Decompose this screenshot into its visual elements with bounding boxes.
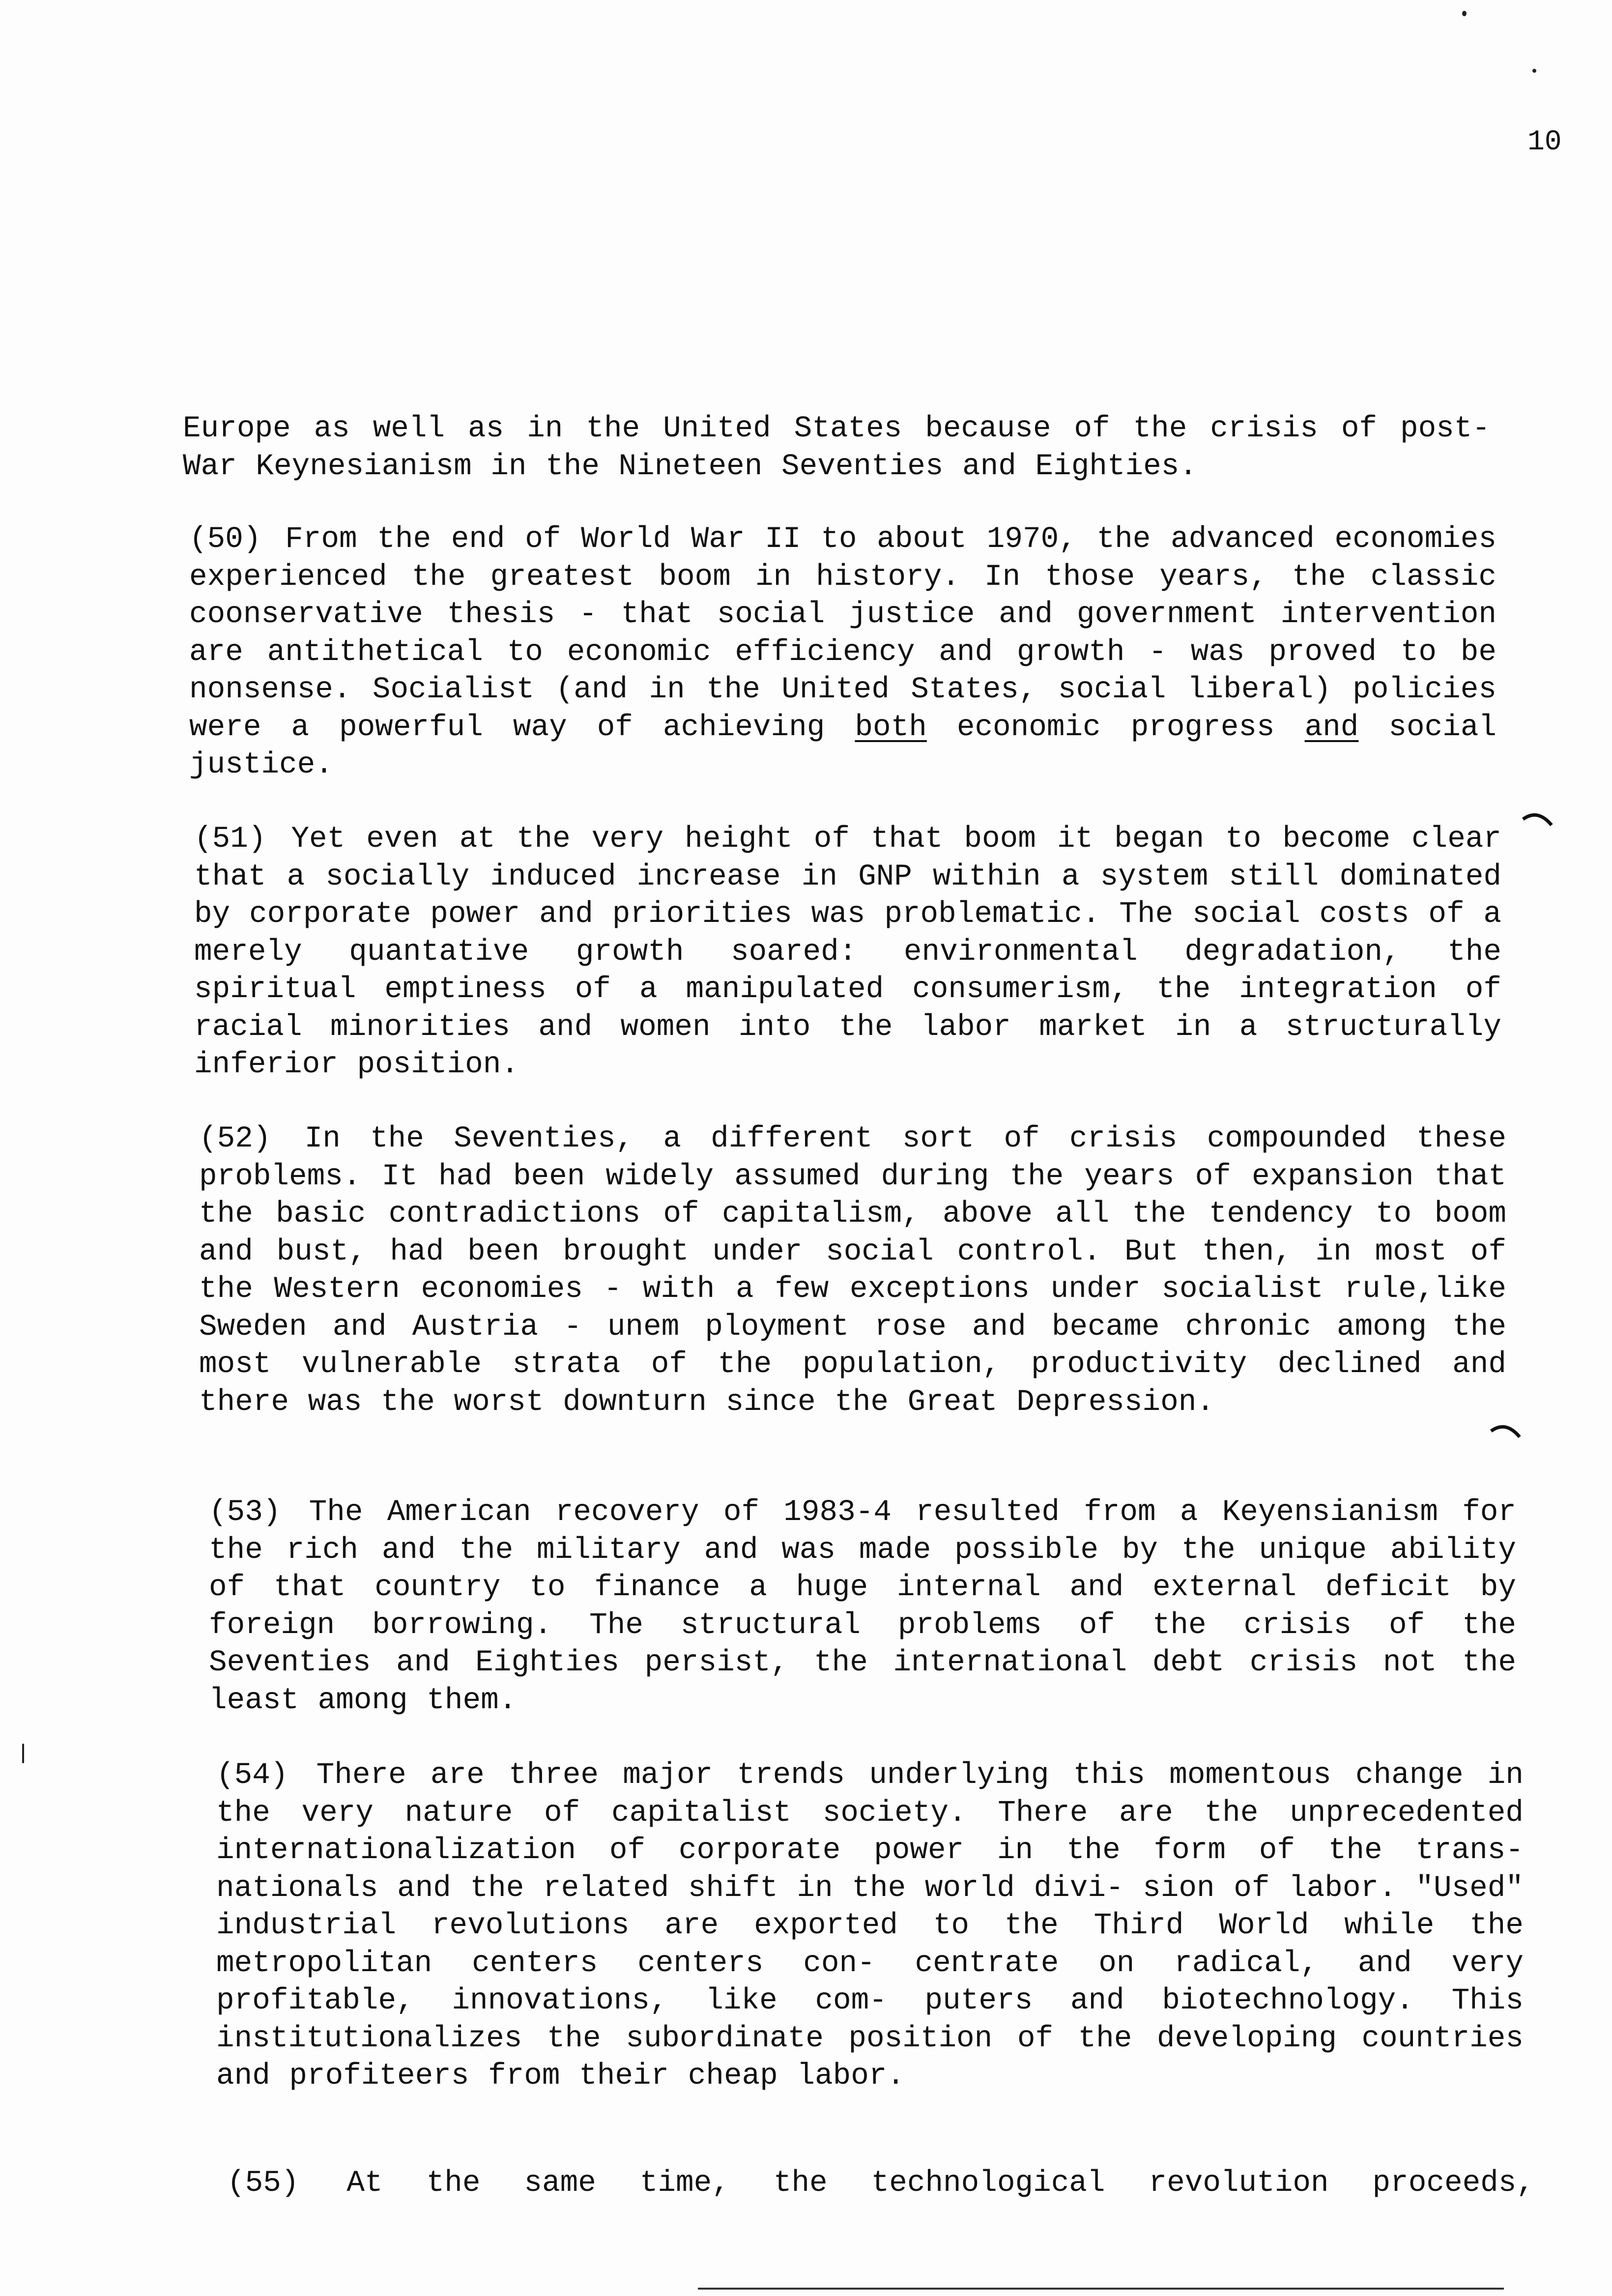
paragraph-52 xyxy=(199,1120,1506,1421)
paragraph-51 xyxy=(194,821,1501,1084)
underlined-word: and xyxy=(1304,710,1359,745)
paragraph-number: (53) xyxy=(209,1495,281,1529)
paragraph-text: social justice. xyxy=(189,710,1497,782)
margin-mark-icon xyxy=(1489,1420,1524,1440)
paragraph-text: The American recovery of 1983-4 resulted from a Keyensianism for the rich and the military and was made possible by the unique ability of that country to finance a huge internal and external deficit by foreign borrowing. The structural problems of the crisis of the Seventies and Eighties persist, the international debt crisis not the least among them. xyxy=(209,1495,1517,1718)
underlined-word: both xyxy=(855,710,927,745)
scan-speck xyxy=(22,1744,24,1763)
paragraph-number: (54) xyxy=(216,1758,288,1792)
page-number: 10 xyxy=(1527,126,1562,158)
scan-speck xyxy=(1462,11,1467,16)
paragraph-text: Yet even at the very height of that boom it began to become clear that a socially induced increase in GNP within a system still dominated by corporate power and priorities was problematic. The social costs of a merely quantative growth soared: environmental degradation, the spiritual emptiness of a manipulated consumerism, the integration of racial minorities and women into the labor market in a structurally inferior position. xyxy=(194,822,1502,1082)
paragraph-text: There are three major trends underlying this momentous change in the very nature of capitalist society. There are the unprecedented internationalization of corporate power in the form of the trans-nationals and the related shift in the world divi- sion of labor. "Used" industrial revolutions are exported to the Third World while the metropolitan centers centers con- centrate on radical, and very profitable, innovations, like com- puters and biotechnology. This institutionalizes the subordinate position of the developing countries and profiteers from their cheap labor. xyxy=(216,1758,1524,2093)
paragraph-intro xyxy=(183,410,1490,486)
paragraph-text: From the end of World War II to about 1970, the advanced economies experienced the greatest boom in history. In those years, the classic coonservative thesis - that social justice and government intervention are antithetical to economic efficiency and growth - was proved to be nonsense. Socialist (and in the United States, social liberal) policies were a powerful way of achieving xyxy=(189,522,1497,745)
page-bottom-rule xyxy=(698,2288,1504,2290)
paragraph-text: At the same time, the technological revolution proceeds, xyxy=(346,2166,1534,2200)
paragraph-number: (55) xyxy=(227,2166,299,2200)
paragraph-55 xyxy=(227,2165,1534,2203)
paragraph-number: (50) xyxy=(189,522,261,556)
paragraph-text: Europe as well as in the United States because of the crisis of post-War Keynesianism in the Nineteen Seventies and Eighties. xyxy=(183,412,1490,484)
paragraph-53 xyxy=(209,1494,1516,1720)
paragraph-text: In the Seventies, a different sort of crisis compounded these problems. It had been widely assumed during the years of expansion that the basic contradictions of capitalism, above all the tendency to boom and bust, had been brought under social control. But then, in most of the Western economies - with a few exceptions under socialist rule,like Sweden and Austria - unem ployment rose and became chronic among the most vulnerable strata of the population, productivity declined and there was the worst downturn since the Great Depression. xyxy=(199,1122,1507,1419)
margin-mark-icon xyxy=(1521,808,1555,828)
paragraph-50 xyxy=(189,521,1497,784)
paragraph-text: economic progress xyxy=(956,710,1275,745)
paragraph-54 xyxy=(216,1757,1524,2095)
scan-speck xyxy=(1532,69,1536,73)
paragraph-number: (52) xyxy=(199,1122,271,1156)
paragraph-number: (51) xyxy=(194,822,266,856)
